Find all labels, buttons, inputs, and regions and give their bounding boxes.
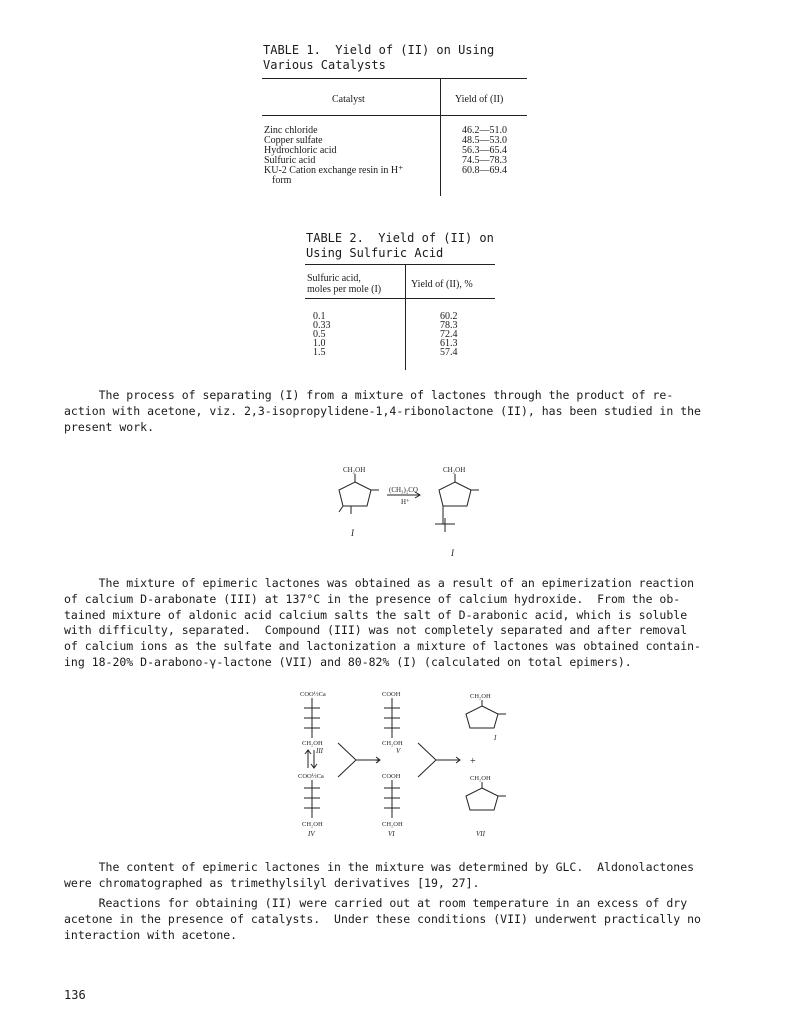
paragraph-line: ing 18-20% D-arabono-γ-lactone (VII) and 80-82% (I) (calculated on total epimers). xyxy=(64,654,632,669)
table2-yield: 61.3 xyxy=(440,338,458,349)
table2-acid: 0.33 xyxy=(313,320,331,331)
table1-catalyst: Sulfuric acid xyxy=(264,155,316,166)
paragraph-line: The process of separating (I) from a mixture of lactones through the product of re- xyxy=(64,388,674,402)
table2-header-acid-line2: moles per mole (I) xyxy=(307,284,382,295)
table2-header-rule xyxy=(305,298,495,299)
table1-header-yield: Yield of (II) xyxy=(455,94,504,105)
scheme2-plus: + xyxy=(375,756,381,767)
scheme2-bottom-mid-head: COOH xyxy=(382,773,401,780)
table1-catalyst: Zinc chloride xyxy=(264,125,318,136)
scheme2-ch2oh: CH₂OH xyxy=(382,740,403,747)
table2-header-acid-line1: Sulfuric acid, xyxy=(307,273,361,284)
paragraph-2 xyxy=(64,576,734,671)
table1 xyxy=(262,78,527,198)
paragraph-line: present work. xyxy=(64,419,155,434)
table1-column-divider xyxy=(440,78,441,196)
scheme2-plus: + xyxy=(470,756,476,767)
table1-catalyst: KU-2 Cation exchange resin in H⁺ xyxy=(264,165,404,176)
paragraph-line: Reactions for obtaining (II) were carried out at room temperature in an excess of dry xyxy=(64,896,688,910)
table1-caption xyxy=(263,43,494,73)
table2-caption-line2: Using Sulfuric Acid xyxy=(306,246,444,260)
table2-yield: 57.4 xyxy=(440,347,458,358)
scheme2-ch2oh: CH₂OH xyxy=(470,693,491,700)
scheme2-label: IV xyxy=(308,830,315,838)
paragraph-4 xyxy=(64,896,734,943)
paragraph-line: The content of epimeric lactones in the mixture was determined by GLC. Aldonolactones xyxy=(64,860,695,874)
paragraph-line: with difficulty, separated. Compound (III) was not completely separated and after removal xyxy=(64,623,688,638)
scheme2-label: VI xyxy=(388,830,395,838)
paragraph-line: The mixture of epimeric lactones was obtained as a result of an epimerization reaction xyxy=(64,576,695,590)
scheme1-label-left: I xyxy=(351,528,354,538)
scheme1-catalyst: H⁺ xyxy=(401,498,410,506)
scheme2-top-left-head: COO½Ca xyxy=(300,691,326,698)
reaction-scheme-1 xyxy=(325,462,505,560)
paragraph-3 xyxy=(64,860,734,892)
table2-yield: 72.4 xyxy=(440,329,458,340)
table2-yield: 60.2 xyxy=(440,311,458,322)
table2-column-divider xyxy=(405,264,406,370)
paragraph-line: acetone in the presence of catalysts. Under these conditions (VII) underwent practically no xyxy=(64,911,701,926)
table2-acid: 1.0 xyxy=(313,338,326,349)
page-number: 136 xyxy=(64,988,86,1002)
table1-yield: 56.3—65.4 xyxy=(462,145,507,156)
reaction-scheme-2 xyxy=(290,688,530,838)
table1-yield: 46.2—51.0 xyxy=(462,125,507,136)
paragraph-line: of calcium D-arabonate (III) at 137°C in the presence of calcium hydroxide. From the ob- xyxy=(64,591,681,606)
table1-catalyst: Copper sulfate xyxy=(264,135,323,146)
table1-catalyst: Hydrochloric acid xyxy=(264,145,337,156)
scheme2-label: I xyxy=(494,734,497,742)
scheme2-label: V xyxy=(396,747,401,755)
table1-header-rule xyxy=(262,115,527,116)
paragraph-line: action with acetone, viz. 2,3-isopropylidene-1,4-ribonolactone (II), has been studied in the xyxy=(64,403,701,418)
table2-header-acid xyxy=(307,273,381,295)
paragraph-line: tained mixture of aldonic acid calcium salts the salt of D-arabonic acid, which is soluble xyxy=(64,607,688,622)
table2-yield: 78.3 xyxy=(440,320,458,331)
table2-acid: 0.1 xyxy=(313,311,326,322)
table1-caption-line2: Various Catalysts xyxy=(263,58,386,72)
scheme2-ch2oh: CH₂OH xyxy=(470,775,491,782)
table1-yield: 74.5—78.3 xyxy=(462,155,507,166)
scheme2-ch2oh: CH₂OH xyxy=(302,821,323,828)
table2-caption xyxy=(306,231,494,261)
table2-caption-line1: TABLE 2. Yield of (II) on xyxy=(306,231,494,245)
table2-top-rule xyxy=(305,264,495,265)
table2 xyxy=(305,264,495,372)
scheme1-ch2oh-left: CH₂OH xyxy=(343,466,366,474)
table2-acid: 1.5 xyxy=(313,347,326,358)
table1-yield: 48.5—53.0 xyxy=(462,135,507,146)
table1-caption-line1: TABLE 1. Yield of (II) on Using xyxy=(263,43,495,57)
table1-catalyst: form xyxy=(272,175,292,186)
scheme2-ch2oh: CH₂OH xyxy=(382,821,403,828)
scheme1-ch2oh-right: CH₂OH xyxy=(443,466,466,474)
scheme2-label: VII xyxy=(476,830,485,838)
scheme2-label: III xyxy=(316,747,323,755)
scheme2-bottom-left-head: COO½Ca xyxy=(298,773,324,780)
scheme2-ch2oh: CH₂OH xyxy=(302,740,323,747)
paragraph-1 xyxy=(64,388,734,435)
table2-header-yield: Yield of (II), % xyxy=(411,279,473,290)
paragraph-line: interaction with acetone. xyxy=(64,927,238,942)
paragraph-line: were chromatographed as trimethylsilyl derivatives [19, 27]. xyxy=(64,875,480,890)
table1-top-rule xyxy=(262,78,527,79)
table1-header-catalyst: Catalyst xyxy=(332,94,365,105)
scheme1-reagent: (CH₃)₂CO xyxy=(389,486,418,494)
table2-acid: 0.5 xyxy=(313,329,326,340)
table1-yield: 60.8—69.4 xyxy=(462,165,507,176)
paragraph-line: of calcium ions as the sulfate and lactonization a mixture of lactones was obtained contain- xyxy=(64,639,701,654)
scheme1-label-right: I xyxy=(451,548,454,558)
scheme2-top-mid-head: COOH xyxy=(382,691,401,698)
